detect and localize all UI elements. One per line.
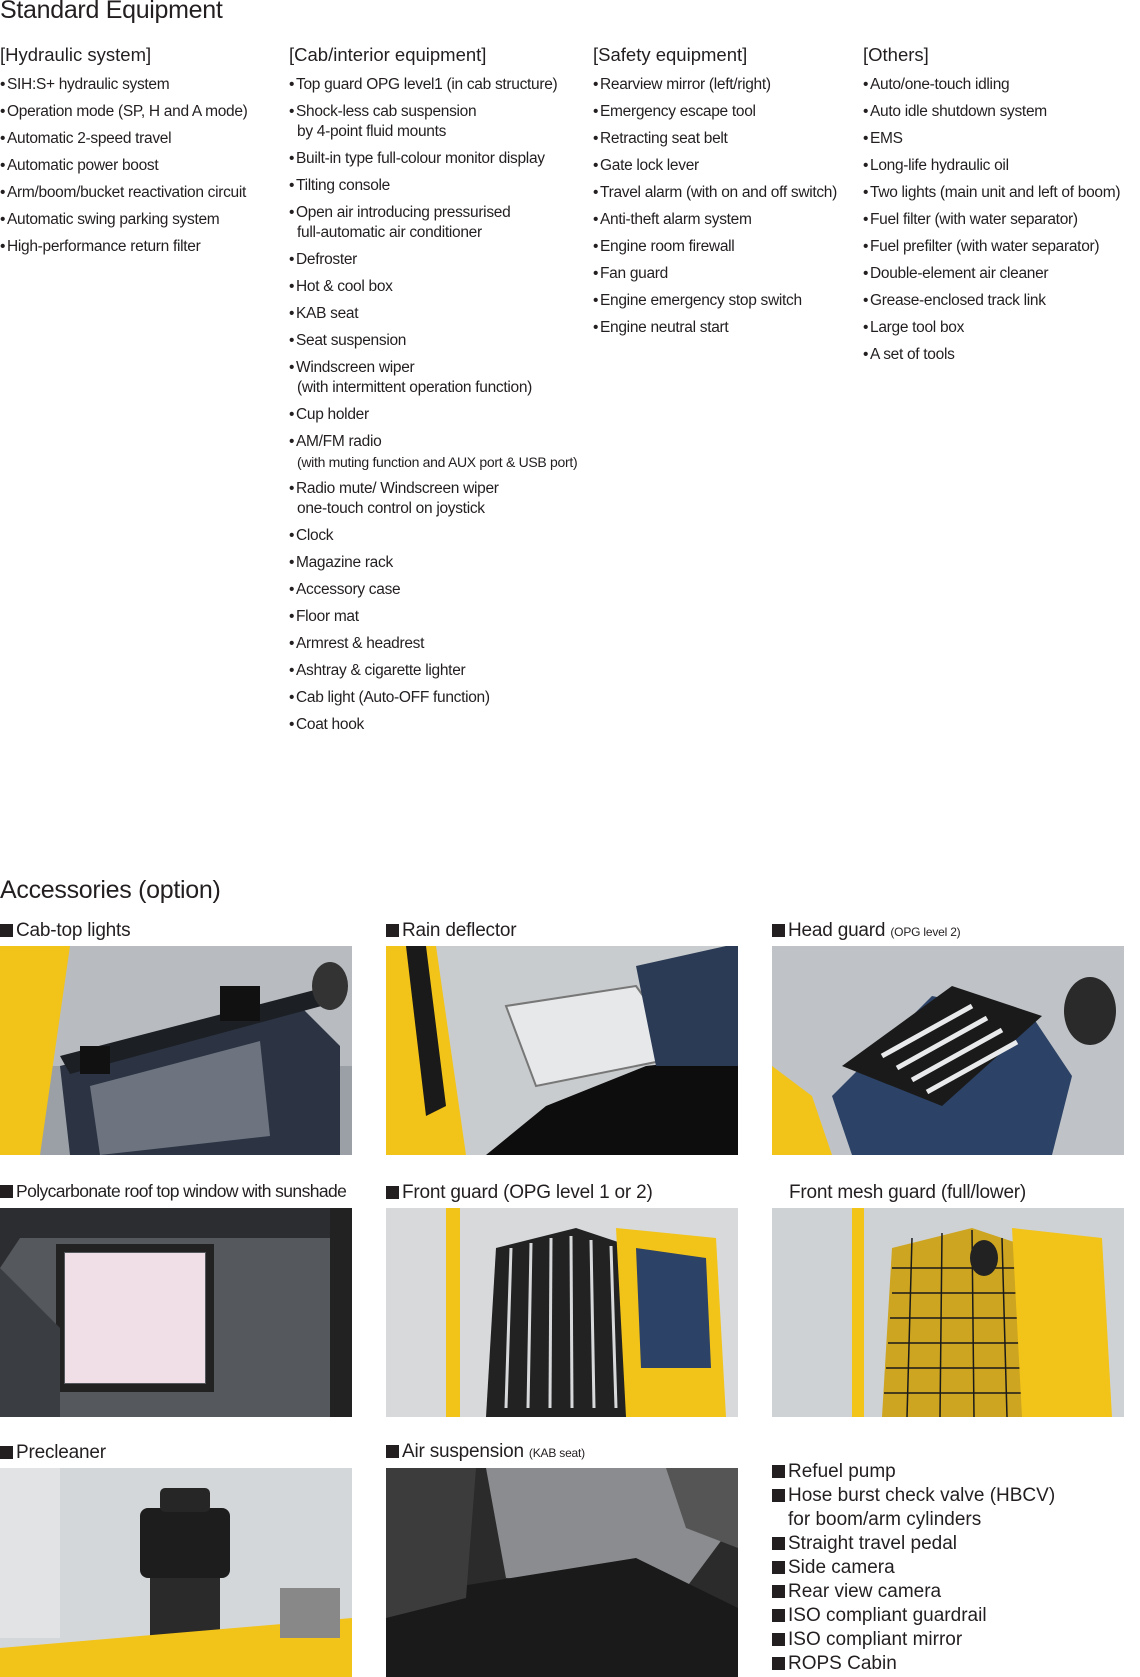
item-text: Arm/boom/bucket reactivation circuit <box>7 184 247 201</box>
list-item <box>593 75 837 95</box>
bullet-icon: • <box>863 292 869 309</box>
list-item <box>289 203 577 243</box>
equipment-list <box>593 75 837 338</box>
item-text: ISO compliant guardrail <box>788 1605 987 1626</box>
list-item <box>289 688 577 708</box>
item-text: Refuel pump <box>788 1461 896 1482</box>
accessory-label: Air suspension (KAB seat) <box>386 1441 585 1463</box>
bullet-icon: • <box>0 238 6 255</box>
item-text: AM/FM radio <box>296 433 382 450</box>
bullet-icon: • <box>289 359 295 376</box>
square-bullet-icon <box>772 1537 785 1550</box>
list-item <box>0 75 248 95</box>
list-item <box>772 1460 1055 1484</box>
list-item <box>772 1652 1055 1676</box>
accessory-label: Precleaner <box>0 1442 106 1464</box>
item-text: Gate lock lever <box>600 157 699 174</box>
item-text: Cab light (Auto-OFF function) <box>296 689 490 706</box>
bullet-icon: • <box>289 689 295 706</box>
square-bullet-icon <box>386 1186 399 1199</box>
column-heading: [Others] <box>863 44 929 65</box>
list-item <box>289 149 577 169</box>
bullet-icon: • <box>593 319 599 336</box>
list-item <box>0 237 248 257</box>
item-subtext: for boom/arm cylinders <box>788 1509 982 1530</box>
head-guard-photo <box>772 946 1124 1155</box>
bullet-icon: • <box>593 184 599 201</box>
bullet-icon: • <box>863 265 869 282</box>
equipment-list <box>289 75 577 735</box>
list-item <box>289 250 577 270</box>
bullet-icon: • <box>289 406 295 423</box>
item-text: Seat suspension <box>296 332 407 349</box>
bullet-icon: • <box>0 184 6 201</box>
bullet-icon: • <box>863 76 869 93</box>
list-item <box>772 1580 1055 1604</box>
item-text: Fuel filter (with water separator) <box>870 211 1078 228</box>
bullet-icon: • <box>289 305 295 322</box>
list-item <box>863 156 1120 176</box>
item-text: Engine room firewall <box>600 238 735 255</box>
accessory-label: Rain deflector <box>386 920 516 942</box>
item-text: Automatic swing parking system <box>7 211 220 228</box>
bullet-icon: • <box>289 332 295 349</box>
bullet-icon: • <box>289 177 295 194</box>
bullet-icon: • <box>863 238 869 255</box>
bullet-icon: • <box>289 480 295 497</box>
item-subtext: by 4-point fluid mounts <box>297 123 447 140</box>
list-item <box>593 264 837 284</box>
item-text: Travel alarm (with on and off switch) <box>600 184 837 201</box>
bullet-icon: • <box>593 76 599 93</box>
bullet-icon: • <box>289 716 295 733</box>
item-text: Top guard OPG level1 (in cab structure) <box>296 76 558 93</box>
accessory-label: Polycarbonate roof top window with sunshade <box>0 1181 346 1202</box>
item-subtext: one-touch control on joystick <box>297 500 485 517</box>
item-text: Emergency escape tool <box>600 103 756 120</box>
bullet-icon: • <box>593 157 599 174</box>
bullet-icon: • <box>863 319 869 336</box>
item-text: Long-life hydraulic oil <box>870 157 1009 174</box>
list-item <box>289 176 577 196</box>
bullet-icon: • <box>289 554 295 571</box>
bullet-icon: • <box>289 662 295 679</box>
list-item <box>289 580 577 600</box>
equipment-column <box>593 44 837 345</box>
list-item <box>289 479 577 519</box>
list-item <box>863 129 1120 149</box>
bullet-icon: • <box>863 211 869 228</box>
list-item <box>0 156 248 176</box>
item-text: Operation mode (SP, H and A mode) <box>7 103 248 120</box>
item-text: Rearview mirror (left/right) <box>600 76 771 93</box>
list-item <box>289 607 577 627</box>
item-text: Shock-less cab suspension <box>296 103 477 120</box>
item-text: Floor mat <box>296 608 359 625</box>
list-item <box>772 1556 1055 1580</box>
list-item <box>593 291 837 311</box>
item-text: Auto idle shutdown system <box>870 103 1047 120</box>
bullet-icon: • <box>593 238 599 255</box>
item-text: Double-element air cleaner <box>870 265 1049 282</box>
accessory-label: Cab-top lights <box>0 920 130 942</box>
list-item <box>593 102 837 122</box>
rain-deflector-photo <box>386 946 738 1155</box>
item-subtext: (with muting function and AUX port & USB port) <box>297 454 578 470</box>
list-item <box>289 102 577 142</box>
bullet-icon: • <box>289 251 295 268</box>
item-text: A set of tools <box>870 346 955 363</box>
bullet-icon: • <box>593 211 599 228</box>
item-text: Fan guard <box>600 265 668 282</box>
equipment-column <box>863 44 1120 372</box>
list-item <box>0 210 248 230</box>
accessory-label: Front guard (OPG level 1 or 2) <box>386 1182 653 1204</box>
square-bullet-icon <box>772 1585 785 1598</box>
list-item <box>863 183 1120 203</box>
roof-window-photo <box>0 1208 352 1417</box>
item-text: Automatic power boost <box>7 157 159 174</box>
bullet-icon: • <box>863 184 869 201</box>
equipment-column <box>289 44 577 742</box>
square-bullet-icon <box>772 924 785 937</box>
item-text: Grease-enclosed track link <box>870 292 1046 309</box>
square-bullet-icon <box>772 1489 785 1502</box>
square-bullet-icon <box>0 1185 13 1198</box>
square-bullet-icon <box>386 924 399 937</box>
list-item <box>863 318 1120 338</box>
item-text: Radio mute/ Windscreen wiper <box>296 480 499 497</box>
item-text: Anti-theft alarm system <box>600 211 752 228</box>
bullet-icon: • <box>289 76 295 93</box>
item-text: Automatic 2-speed travel <box>7 130 172 147</box>
list-item <box>0 129 248 149</box>
item-text: ROPS Cabin <box>788 1653 897 1674</box>
bullet-icon: • <box>289 150 295 167</box>
front-mesh-guard-photo <box>772 1208 1124 1417</box>
item-text: Fuel prefilter (with water separator) <box>870 238 1100 255</box>
bullet-icon: • <box>0 76 6 93</box>
list-item <box>772 1484 1055 1532</box>
bullet-icon: • <box>289 527 295 544</box>
list-item <box>863 264 1120 284</box>
list-item <box>593 237 837 257</box>
list-item <box>289 526 577 546</box>
bullet-icon: • <box>289 204 295 221</box>
item-text: KAB seat <box>296 305 359 322</box>
bullet-icon: • <box>863 130 869 147</box>
equipment-column <box>0 44 248 264</box>
cab-top-lights-photo <box>0 946 352 1155</box>
bullet-icon: • <box>289 608 295 625</box>
square-bullet-icon <box>386 1445 399 1458</box>
list-item <box>772 1604 1055 1628</box>
item-text: Straight travel pedal <box>788 1533 957 1554</box>
item-text: ISO compliant mirror <box>788 1629 963 1650</box>
bullet-icon: • <box>863 157 869 174</box>
list-item <box>289 304 577 324</box>
bullet-icon: • <box>593 265 599 282</box>
item-text: Auto/one-touch idling <box>870 76 1010 93</box>
square-bullet-icon <box>772 1633 785 1646</box>
bullet-icon: • <box>593 130 599 147</box>
accessories-title: Accessories (option) <box>0 876 221 904</box>
list-item <box>863 237 1120 257</box>
list-item <box>289 634 577 654</box>
accessory-label: Front mesh guard (full/lower) <box>789 1182 1027 1203</box>
list-item <box>593 210 837 230</box>
square-bullet-icon <box>772 1657 785 1670</box>
item-text: SIH:S+ hydraulic system <box>7 76 170 93</box>
item-text: Hose burst check valve (HBCV) <box>788 1485 1056 1506</box>
list-item <box>289 715 577 735</box>
list-item <box>289 277 577 297</box>
item-subtext: (with intermittent operation function) <box>297 379 532 396</box>
list-item <box>772 1628 1055 1652</box>
list-item <box>772 1532 1055 1556</box>
square-bullet-icon <box>772 1465 785 1478</box>
air-suspension-photo <box>386 1468 738 1677</box>
item-text: Clock <box>296 527 334 544</box>
equipment-list <box>863 75 1120 365</box>
bullet-icon: • <box>289 103 295 120</box>
item-text: Windscreen wiper <box>296 359 415 376</box>
list-item <box>863 75 1120 95</box>
list-item <box>289 661 577 681</box>
bullet-icon: • <box>0 157 6 174</box>
column-heading: [Cab/interior equipment] <box>289 44 487 65</box>
item-text: Cup holder <box>296 406 369 423</box>
list-item <box>289 553 577 573</box>
column-heading: [Safety equipment] <box>593 44 748 65</box>
item-subtext: full-automatic air conditioner <box>297 224 482 241</box>
item-text: Side camera <box>788 1557 895 1578</box>
item-text: Engine neutral start <box>600 319 729 336</box>
list-item <box>863 210 1120 230</box>
item-text: Rear view camera <box>788 1581 942 1602</box>
item-text: Coat hook <box>296 716 364 733</box>
list-item <box>863 102 1120 122</box>
item-text: Armrest & headrest <box>296 635 425 652</box>
front-guard-photo <box>386 1208 738 1417</box>
item-text: Two lights (main unit and left of boom) <box>870 184 1121 201</box>
item-text: Magazine rack <box>296 554 393 571</box>
item-text: Defroster <box>296 251 358 268</box>
list-item <box>863 345 1120 365</box>
item-text: Ashtray & cigarette lighter <box>296 662 466 679</box>
square-bullet-icon <box>772 1609 785 1622</box>
item-text: High-performance return filter <box>7 238 201 255</box>
item-text: Large tool box <box>870 319 965 336</box>
item-text: Engine emergency stop switch <box>600 292 802 309</box>
bullet-icon: • <box>0 130 6 147</box>
item-text: EMS <box>870 130 903 147</box>
list-item <box>593 156 837 176</box>
list-item <box>289 358 577 398</box>
list-item <box>863 291 1120 311</box>
accessory-label: Head guard (OPG level 2) <box>772 920 960 942</box>
square-bullet-icon <box>0 924 13 937</box>
item-text: Open air introducing pressurised <box>296 204 511 221</box>
bullet-icon: • <box>593 103 599 120</box>
bullet-icon: • <box>289 433 295 450</box>
item-text: Retracting seat belt <box>600 130 728 147</box>
accessory-extras-list <box>772 1460 1055 1676</box>
equipment-list <box>0 75 248 257</box>
list-item <box>0 183 248 203</box>
precleaner-photo <box>0 1468 352 1677</box>
bullet-icon: • <box>289 278 295 295</box>
bullet-icon: • <box>0 103 6 120</box>
list-item <box>593 183 837 203</box>
bullet-icon: • <box>593 292 599 309</box>
column-heading: [Hydraulic system] <box>0 44 152 65</box>
square-bullet-icon <box>0 1446 13 1459</box>
bullet-icon: • <box>0 211 6 228</box>
bullet-icon: • <box>289 581 295 598</box>
list-item <box>289 75 577 95</box>
item-text: Tilting console <box>296 177 391 194</box>
bullet-icon: • <box>863 346 869 363</box>
bullet-icon: • <box>863 103 869 120</box>
list-item <box>0 102 248 122</box>
item-text: Hot & cool box <box>296 278 393 295</box>
item-text: Accessory case <box>296 581 401 598</box>
bullet-icon: • <box>289 635 295 652</box>
list-item <box>289 432 577 472</box>
standard-equipment-title: Standard Equipment <box>0 0 223 24</box>
list-item <box>289 405 577 425</box>
list-item <box>593 318 837 338</box>
list-item <box>593 129 837 149</box>
square-bullet-icon <box>772 1561 785 1574</box>
list-item <box>289 331 577 351</box>
item-text: Built-in type full-colour monitor display <box>296 150 545 167</box>
